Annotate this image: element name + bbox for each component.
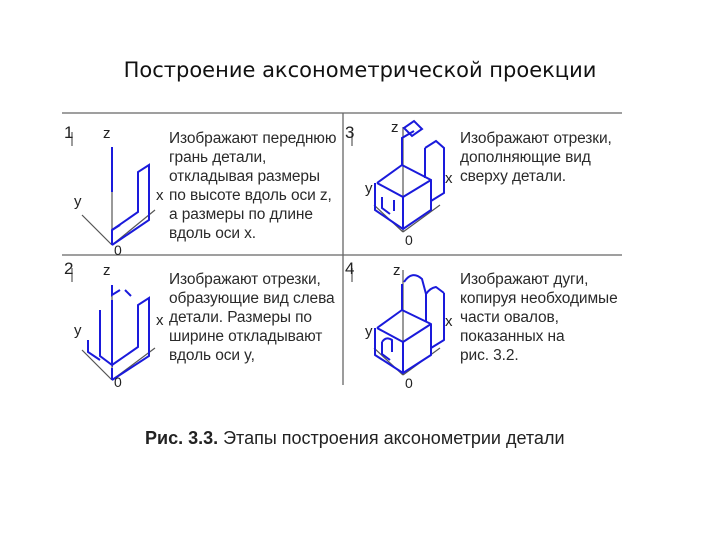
step-3-number: 3	[345, 123, 355, 142]
panel-2-drawing	[82, 285, 155, 380]
axis-y-label-1: y	[74, 193, 82, 210]
axis-x-label-4: x	[445, 313, 453, 330]
figure-caption	[145, 428, 565, 449]
step-4-number: 4	[345, 259, 355, 278]
axis-x-label-1: x	[156, 187, 164, 204]
step-3-text: Изображают отрезки, дополняющие вид сверху детали.	[460, 130, 612, 185]
panel-1-drawing	[82, 147, 155, 245]
axis-z-label-1: z	[103, 125, 111, 142]
axis-x-label-3: x	[445, 170, 453, 187]
slide-title: Построение аксонометрической проекции	[123, 58, 597, 82]
axis-z-label-4: z	[393, 262, 401, 279]
axis-z-label-2: z	[103, 262, 111, 279]
step-2-text: Изображают отрезки, образующие вид слева детали. Размеры по ширине откладывают вдоль оси y,	[169, 271, 335, 364]
axis-y-label-2: y	[74, 322, 82, 339]
figure-caption-text: Этапы построения аксонометрии детали	[218, 428, 565, 448]
axis-z-label-3: z	[391, 119, 399, 136]
figure-caption-label: Рис. 3.3.	[145, 428, 219, 448]
step-1-number: 1	[64, 123, 74, 142]
panel-4-drawing	[374, 270, 444, 375]
panel-3-drawing	[374, 121, 444, 232]
axis-y-label-3: y	[365, 180, 373, 197]
step-1-text: Изображают переднюю грань детали, откладывая размеры по высоте вдоль оси z, а размеры по длине вдоль оси x.	[169, 130, 337, 242]
axis-y-label-4: y	[365, 323, 373, 340]
axis-origin-label-3: 0	[405, 232, 413, 248]
axis-x-label-2: x	[156, 312, 164, 329]
step-2-number: 2	[64, 259, 74, 278]
axis-origin-label-2: 0	[114, 374, 122, 390]
axis-origin-label-4: 0	[405, 375, 413, 391]
step-4-text: Изображают дуги, копируя необходимые части овалов, показанных на рис. 3.2.	[460, 271, 618, 364]
axis-origin-label-1: 0	[114, 242, 122, 258]
